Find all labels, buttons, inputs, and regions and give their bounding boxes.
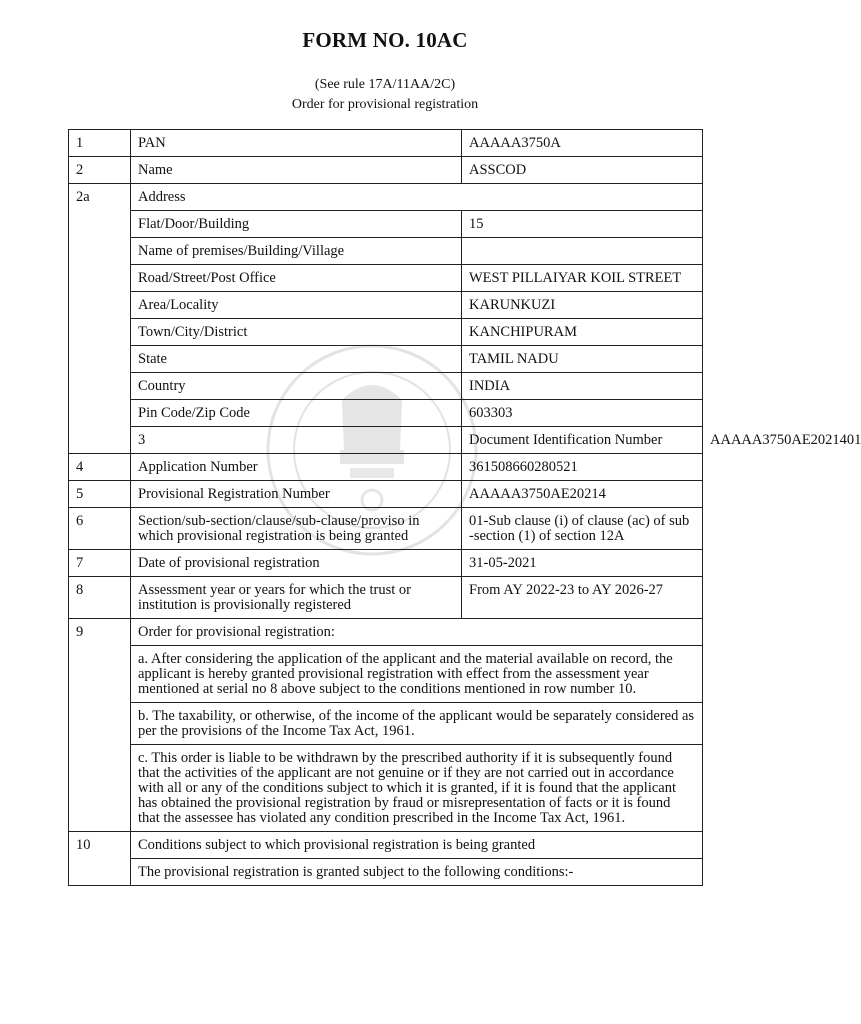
table-row [69, 859, 703, 886]
doc-id-label: Document Identification Number [462, 427, 703, 454]
table-row [69, 130, 703, 157]
table-row [69, 346, 703, 373]
table-row [69, 292, 703, 319]
rule-reference: (See rule 17A/11AA/2C) [314, 77, 456, 92]
row-number: 3 [131, 427, 462, 454]
town-label: Town/City/District [131, 319, 462, 346]
table-row [69, 577, 703, 619]
order-paragraph-a: a. After considering the application of the applicant and the material available on record, the applicant is hereby granted provisional registration with effect from the assessment year mentioned at serial no 8 above subject to the conditions mentioned in row number 10. [131, 646, 703, 703]
premises-label: Name of premises/Building/Village [131, 238, 462, 265]
registration-table [68, 129, 861, 886]
date-label: Date of provisional registration [131, 550, 462, 577]
state-label: State [131, 346, 462, 373]
area-value: KARUNKUZI [462, 292, 703, 319]
name-label: Name [131, 157, 462, 184]
table-row [69, 400, 703, 427]
pin-label: Pin Code/Zip Code [131, 400, 462, 427]
country-label: Country [131, 373, 462, 400]
road-value: WEST PILLAIYAR KOIL STREET [462, 265, 703, 292]
prov-reg-value: AAAAA3750AE20214 [462, 481, 703, 508]
table-row [69, 745, 703, 832]
area-label: Area/Locality [131, 292, 462, 319]
table-row [69, 238, 703, 265]
conditions-label: Conditions subject to which provisional registration is being granted [131, 832, 703, 859]
town-value: KANCHIPURAM [462, 319, 703, 346]
table-row [69, 703, 703, 745]
table-row [69, 211, 703, 238]
table-row [69, 619, 703, 646]
flat-value: 15 [462, 211, 703, 238]
order-paragraph-b: b. The taxability, or otherwise, of the income of the applicant would be separately considered as per the provisions of the Income Tax Act, 1961. [131, 703, 703, 745]
app-no-value: 361508660280521 [462, 454, 703, 481]
name-value: ASSCOD [462, 157, 703, 184]
table-row [69, 157, 703, 184]
prov-reg-label: Provisional Registration Number [131, 481, 462, 508]
row-number: 10 [69, 832, 131, 886]
table-row: 3 Document Identification Number AAAAA3750AE2021401 [69, 427, 703, 454]
state-value: TAMIL NADU [462, 346, 703, 373]
row-number: 8 [69, 577, 131, 619]
ay-label: Assessment year or years for which the trust or institution is provisionally registered [131, 577, 462, 619]
order-paragraph-c: c. This order is liable to be withdrawn by the prescribed authority if it is subsequently found that the activities of the applicant are not genuine or if they are not carried out in accordance with all or any of the conditions subject to which it is granted, if it is found that the applicant has obtained the provisional registration by fraud or misrepresentation of facts or it is found that the assessee has violated any condition prescribed in the Income Tax Act, 1961. [131, 745, 703, 832]
pan-label: PAN [131, 130, 462, 157]
conditions-intro: The provisional registration is granted subject to the following conditions:- [131, 859, 703, 886]
flat-label: Flat/Door/Building [131, 211, 462, 238]
table-row [69, 184, 703, 211]
row-number: 7 [69, 550, 131, 577]
row-number: 6 [69, 508, 131, 550]
ay-value: From AY 2022-23 to AY 2026-27 [462, 577, 703, 619]
date-value: 31-05-2021 [462, 550, 703, 577]
table-row [69, 646, 703, 703]
table-row [69, 550, 703, 577]
row-number: 2 [69, 157, 131, 184]
table-row [69, 508, 703, 550]
premises-value [462, 238, 703, 265]
section-value: 01-Sub clause (i) of clause (ac) of sub -section (1) of section 12A [462, 508, 703, 550]
row-number: 5 [69, 481, 131, 508]
row-number: 1 [69, 130, 131, 157]
pan-value: AAAAA3750A [462, 130, 703, 157]
table-row [69, 832, 703, 859]
table-row [69, 265, 703, 292]
form-title: FORM NO. 10AC [302, 28, 468, 52]
road-label: Road/Street/Post Office [131, 265, 462, 292]
form-subtitle: Order for provisional registration [291, 97, 479, 112]
country-value: INDIA [462, 373, 703, 400]
address-label: Address [131, 184, 703, 211]
order-label: Order for provisional registration: [131, 619, 703, 646]
table-row [69, 454, 703, 481]
pin-value: 603303 [462, 400, 703, 427]
section-label: Section/sub-section/clause/sub-clause/proviso in which provisional registration is being granted [131, 508, 462, 550]
row-number: 9 [69, 619, 131, 832]
row-number: 2a [69, 184, 131, 454]
table-row [69, 319, 703, 346]
app-no-label: Application Number [131, 454, 462, 481]
row-number: 4 [69, 454, 131, 481]
table-row [69, 481, 703, 508]
table-row [69, 373, 703, 400]
